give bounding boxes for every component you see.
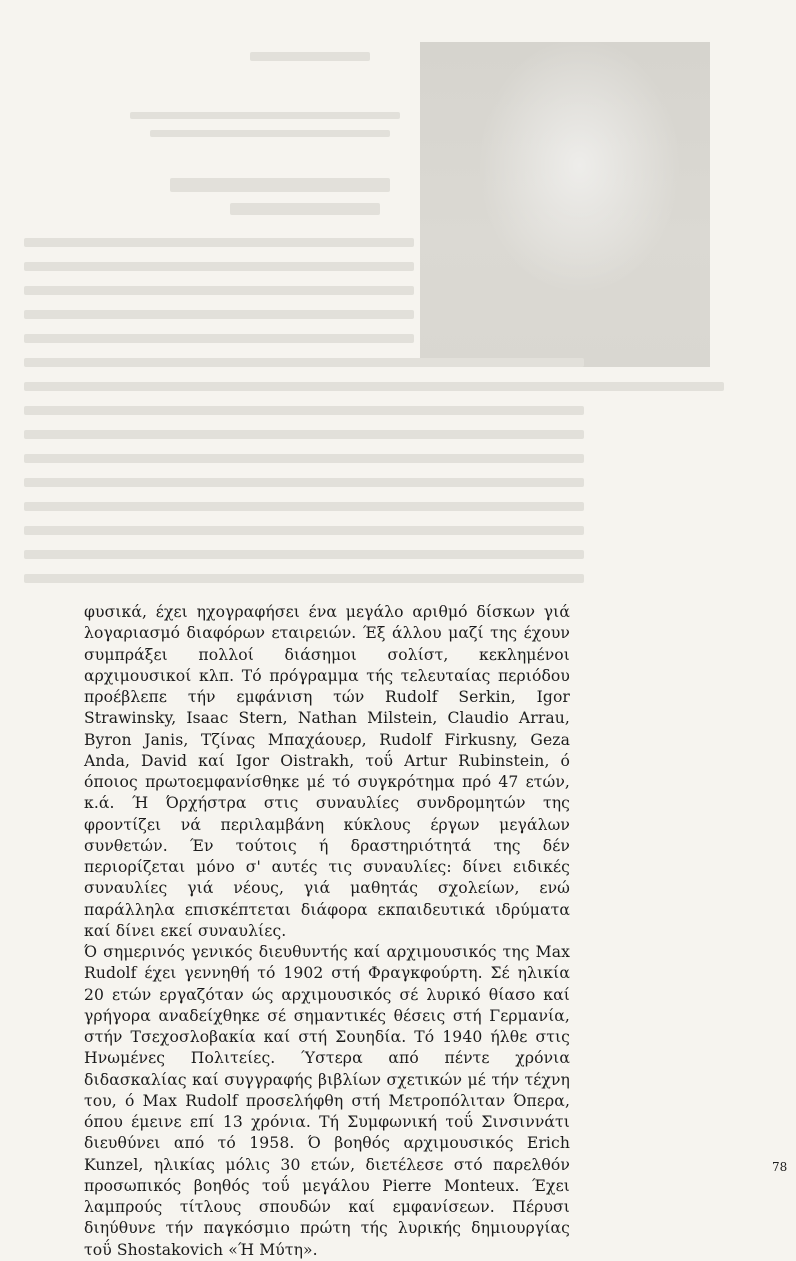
paragraph: φυσικά, έχει ηχογραφήσει ένα μεγάλο αριθμό δίσκων γιά λογαριασμό διαφόρων εταιρειών. Έξ άλλου μαζί της έχουν συμπράξει πολλοί διάσημοι σολίστ, κεκλημένοι αρχιμουσικοί κλπ. Τό πρόγραμμα τής τελευταίας περιόδου προέβλεπε τήν εμφάνιση τών Rudolf Serkin, Igor Strawinsky, Isaac Stern, Nathan Milstein, Claudio Arrau, Byron Janis, Τζίνας Μπαχάουερ, Rudolf Firkusny, Geza Anda, David καί Igor Oistrakh, τοΰ Artur Rubinstein, ό όποιος πρωτοεμφανίσθηκε μέ τό συγκρότημα πρό 47 ετών, κ.ά. Ή Όρχήστρα στις συναυλίες συνδρομητών της φροντίζει νά περιλαμβάνη κύκλους έργων μεγάλων συνθετών. Έν τούτοις ή δραστηριότητά της δέν περιορίζεται μόνο σ' αυτές τις συναυλίες: δίνει ειδικές συναυλίες γιά νέους, γιά μαθητάς σχολείων, ενώ παράλληλα επισκέπτεται διάφορα εκπαιδευτικά ιδρύματα καί δίνει εκεί συναυλίες. [84,603,570,940]
show-through-text [24,382,724,391]
show-through-text [150,130,390,137]
show-through-text [24,286,414,295]
show-through-text [230,203,380,215]
show-through-text [24,430,584,439]
article-body [84,602,570,1261]
show-through-text [24,526,584,535]
show-through-text [250,52,370,61]
show-through-photo [420,42,710,367]
show-through-text [24,310,414,319]
show-through-text [24,454,584,463]
show-through-text [24,238,414,247]
show-through-text [130,112,400,119]
page-number: 78 [772,1160,788,1174]
show-through-text [170,178,390,192]
show-through-text [24,574,584,583]
show-through-text [24,502,584,511]
paragraph: Ό σημερινός γενικός διευθυντής καί αρχιμουσικός της Max Rudolf έχει γεννηθή τό 1902 στή Φραγκφούρτη. Σέ ηλικία 20 ετών εργαζόταν ώς αρχιμουσικός σέ λυρικό θίασο καί γρήγορα αναδείχθηκε σέ σημαντικές θέσεις στή Γερμανία, στήν Τσεχοσλοβακία καί στή Σουηδία. Τό 1940 ήλθε στις Ηνωμένες Πολιτείες. Ύστερα από πέντε χρόνια διδασκαλίας καί συγγραφής βιβλίων σχετικών μέ τήν τέχνη του, ό Max Rudolf προσελήφθη στή Μετροπόλιταν Όπερα, όπου έμεινε επί 13 χρόνια. Τή Συμφωνική τοΰ Σινσιννάτι διευθύνει από τό 1958. Ό βοηθός αρχιμουσικός Erich Kunzel, ηλικίας μόλις 30 ετών, διετέλεσε στό παρελθόν προσωπικός βοηθός τοΰ μεγάλου Pierre Monteux. Έχει λαμπρούς τίτλους σπουδών καί εμφανίσεων. Πέρυσι διηύθυνε τήν παγκόσμιο πρώτη τής λυρικής δημιουργίας τοΰ Shostakovich «Ή Μύτη». [84,943,570,1259]
show-through-text [24,550,584,559]
show-through-text [24,358,584,367]
show-through-area [0,0,796,600]
show-through-text [24,334,414,343]
show-through-text [24,406,584,415]
show-through-text [24,262,414,271]
show-through-text [24,478,584,487]
